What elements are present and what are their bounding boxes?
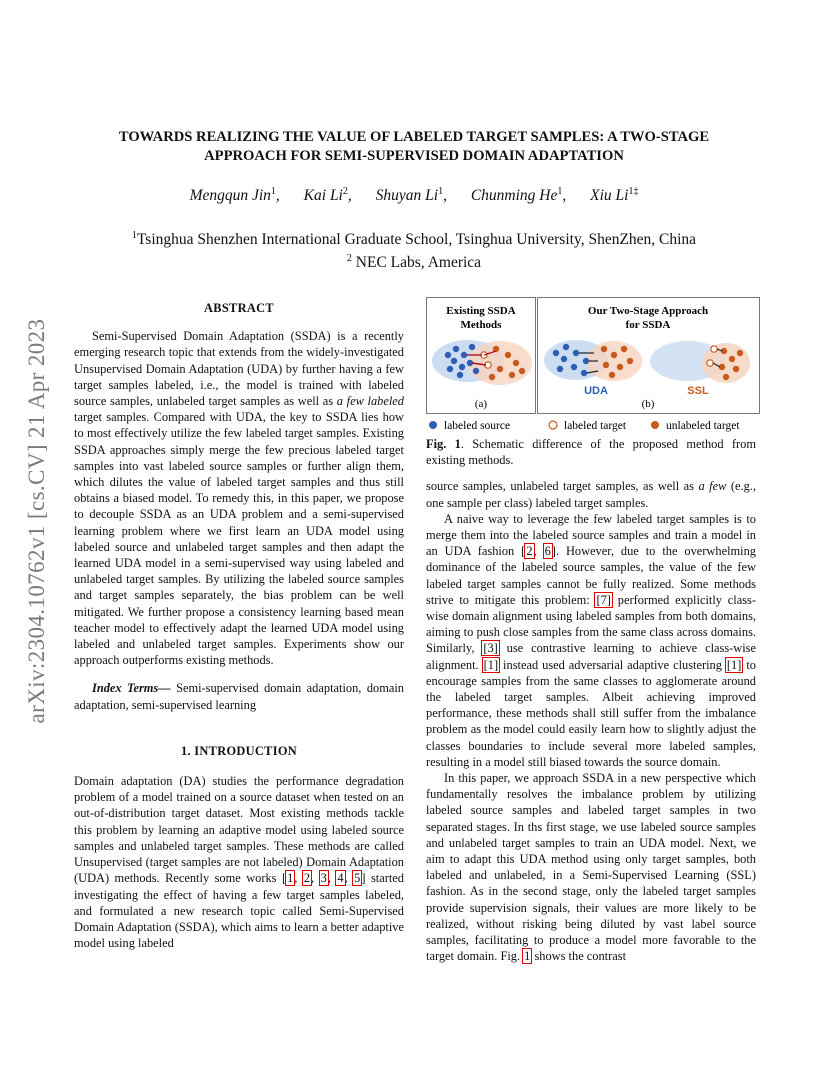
author: Shuyan Li$^1$, — [375, 186, 447, 205]
citation-link[interactable]: [3] — [483, 641, 498, 656]
legend-row — [426, 418, 760, 432]
panel-a-title-2: Methods — [460, 319, 502, 331]
citation-link[interactable]: 2 — [526, 544, 533, 559]
figure-1-schematic — [426, 297, 760, 415]
panel-b-ssl-plot — [650, 341, 750, 383]
uda-label: UDA — [584, 385, 608, 397]
citation-link[interactable]: 2 — [303, 871, 311, 886]
figure-legend — [426, 418, 760, 435]
affiliation-1: $^1$Tsinghua Shenzhen International Graduate School, Tsinghua University, ShenZhen, China — [131, 230, 697, 249]
author: Chunming He$^1$, — [470, 186, 567, 205]
arxiv-sidebar-stamp — [22, 282, 52, 760]
abstract-heading: ABSTRACT — [204, 301, 274, 315]
panel-b-title-1: Our Two-Stage Approach — [587, 305, 709, 317]
intro-paragraph-2: A naive way to leverage the few labeled target samples is to merge them into the labeled source samples and train a model in an UDA fashion [2, 6]. However, due to the overwhelming dominance of the labeled source samples, the value of the few labeled target samples cannot be fully realized. Some methods strive to mitigate this problem: [7] performed explicitly class-wise domain alignment using labeled samples from both domains, aiming to push close samples from the same class across domains. Similarly, [3] use contrastive learning to achieve class-wise alignment. [1] instead used adversarial adaptive clustering [1] to encourage samples from the same classes to agglomerate around the labeled target samples. Albeit achieving improved performance, these methods shall still suffer from the imbalance problem as the model could easily learn how to slightly adjust the classes boundaries to include several more labeled samples, resulting in a model still biased towards the source domain. — [426, 511, 756, 769]
author: Xiu $Li^{1\ddagger}$ — [590, 186, 639, 205]
author: Mengqun Jin$^1$, — [189, 186, 280, 205]
citation-link[interactable]: 4 — [337, 871, 344, 886]
figure-link[interactable]: 1 — [524, 949, 531, 964]
citation-link[interactable]: 5 — [354, 871, 361, 886]
citation-link[interactable]: 3 — [320, 871, 327, 886]
index-terms: Index Terms— Semi-supervised domain adaptation, domain adaptation, semi-supervised learning — [74, 681, 404, 712]
author-list — [70, 186, 758, 205]
right-column — [426, 436, 756, 965]
legend-labeled-source: labeled source — [444, 420, 511, 432]
panel-b-title-2: for SSDA — [625, 319, 671, 331]
author: Kai Li$^2$, — [303, 186, 352, 205]
intro-paragraph-cont: source samples, unlabeled target samples, as well as a few (e.g., one sample per class) labeled target samples. — [426, 479, 757, 510]
abstract-text: Semi-Supervised Domain Adaptation (SSDA) is a recently emerging research topic that extends from the widely-investigated Unsupervised Domain Adaptation (UDA) by further having a few target samples labeled, i.e., the model is trained with labeled source samples, unlabeled target samples as well as a few labeled target samples. Compared with UDA, the key to SSDA lies how to most effectively utilize the few labeled target samples. Existing SSDA approaches simply merge the few precious labeled target samples into vast labeled source samples or further align them, which dilutes the value of labeled target samples and thus still obtains a biased model. To remedy this, in this paper, we propose to decouple SSDA as an UDA problem and a semi-supervised learning problem where we first learn an UDA model using labeled source and unlabeled target samples and then adapt the learned UDA model in a semi-supervised way using labeled and unlabeled target samples. By utilizing the labeled source samples and target samples separately, the bias problem can be well mitigated. We further propose a consistency learning based mean teacher model to effectively adapt the learned UDA model using labeled and unlabeled target samples. Experiments show our approach outperforms existing methods. — [74, 329, 404, 668]
title-line-1: TOWARDS REALIZING THE VALUE OF LABELED TARGET SAMPLES: A TWO-STAGE — [118, 129, 710, 145]
left-column — [74, 300, 404, 951]
citation-link[interactable]: [1] — [726, 657, 742, 672]
introduction-heading: 1. INTRODUCTION — [180, 743, 298, 758]
intro-paragraph: Domain adaptation (DA) studies the performance degradation problem of a model trained on a source dataset when tested on an out-of-distribution target dataset. Most existing methods tackle this problem by learning an adaptive model using labeled source samples and unlabeled target samples. These methods are called Unsupervised (target samples are not labeled) Domain Adaptation (UDA) methods. Recently some works [1, 2, 3, 4, 5] started investigating the effect of having a few target samples labeled, and formulated a new research topic called Semi-Supervised Domain Adaptation (SSDA), which aims to learn a better adaptive model using labeled — [74, 774, 404, 951]
citation-link[interactable]: 6 — [544, 544, 551, 559]
legend-labeled-target: labeled target — [564, 420, 627, 432]
panel-a-title-1: Existing SSDA — [446, 305, 516, 317]
legend-unlabeled-target-marker — [651, 421, 659, 429]
intro-paragraph-3: In this paper, we approach SSDA in a new perspective which fundamentally resolves the imbalance problem by utilizing labeled source samples and labeled target samples in two separated stages. In ths first stage, we use labeled source samples and unlabeled target samples to train an UDA model. Next, we aim to adapt this UDA method using only target samples, both labeled and unlabeled, in a Semi-Supervised Learning (SSL) fashion. As in the second stage, only the labeled target samples provide supervision signals, their values are more likely to be realized, without risking being diluted by vast label source samples, facilitating to produce a model more favorable to the target domain. Fig. 1 shows the contrast — [426, 771, 756, 964]
legend-unlabeled-target: unlabeled target — [666, 420, 740, 432]
paper-title — [70, 128, 758, 166]
affiliations — [70, 226, 758, 272]
arxiv-id: arXiv:2304.10762v1 [cs.CV] 21 Apr 2023 — [24, 318, 49, 724]
title-line-2: APPROACH FOR SEMI-SUPERVISED DOMAIN ADAPTATION — [204, 148, 624, 164]
legend-labeled-source-marker — [429, 421, 437, 429]
panel-b-uda-plot — [544, 340, 642, 381]
citation-link[interactable]: 1 — [287, 871, 294, 886]
panel-a-label: (a) — [474, 398, 488, 410]
affiliation-2: $^2$ NEC Labs, America — [346, 253, 482, 272]
legend-labeled-target-marker — [549, 421, 557, 429]
ssl-label: SSL — [687, 385, 709, 397]
panel-b-label: (b) — [641, 398, 655, 410]
citation-link[interactable]: [7] — [596, 592, 611, 607]
panel-a-plot — [432, 340, 532, 385]
figure-1-caption: Fig. 1. Schematic difference of the proposed method from existing methods. — [426, 437, 756, 468]
citation-link[interactable]: [1] — [483, 657, 499, 672]
